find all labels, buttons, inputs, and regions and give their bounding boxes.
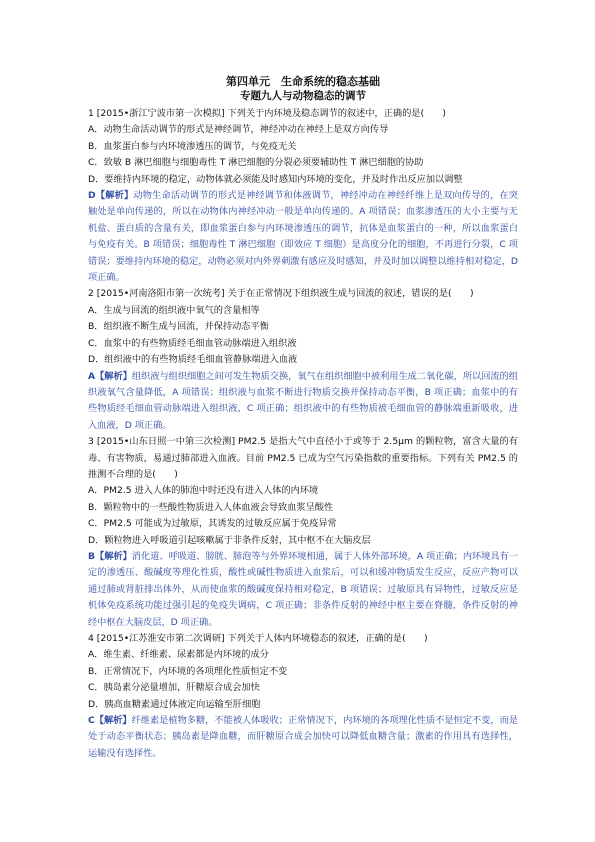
option-d: D．颗粒物进入呼吸道引起咳嗽属于非条件反射，其中枢不在大脑皮层 [88, 534, 371, 546]
option-c: C．PM2.5 可能成为过敏原，其诱发的过敏反应属于免疫异常 [88, 518, 337, 530]
option-b: B．组织液不断生成与回流，并保持动态平衡 [88, 321, 269, 333]
answer-explanation [88, 713, 518, 762]
option-d: D．组织液中的有些物质经毛细血管静脉端进入血液 [88, 354, 298, 366]
option-d: D．胰高血糖素通过体液定向运输至肝细胞 [88, 698, 261, 710]
answer-tag: B【解析】 [88, 550, 132, 562]
question-1 [88, 106, 518, 286]
answer-text: 动物生命活动调节的形式是神经调节和体液调节，神经冲动在神经纤维上是双向传导的，在突触处是单向传递的，所以在动物体内神经冲动一般是单向传递的。A 项错误；血浆渗透压的大小主要与无机盐、蛋白质的含量有关，即血浆蛋白参与内环境渗透压的调节，抗体是血浆蛋白的一种，所以血浆蛋白与免疫有关。B 项错误；细胞毒性 T 淋巴细胞（即效应 T 细胞）是高度分化的细胞，不再进行分裂，C 项错误；要维持内环境的稳定，动物必须对内外界刺激有感应及时感知，并及时加以调整以维持相对稳定，D 项正确。 [88, 190, 518, 284]
question-stem: 2 [2015•河南洛阳市第一次统考] 关于在正常情况下组织液生成与回流的叙述，错误的是( ) [88, 288, 474, 300]
option-c: C．血浆中的有些物质经毛细血管动脉端进入组织液 [88, 337, 297, 349]
option-b: B．血浆蛋白参与内环境渗透压的调节，与免疫无关 [88, 140, 297, 152]
question-stem: 4 [2015•江苏淮安市第二次调研] 下列关于人体内环境稳态的叙述，正确的是( ) [88, 633, 428, 644]
topic-title: 专题九人与动物稳态的调节 [240, 90, 366, 102]
question-4 [88, 631, 518, 762]
answer-tag: A【解析】 [88, 370, 132, 382]
question-3 [88, 434, 518, 631]
answer-explanation [88, 369, 518, 435]
answer-explanation [88, 549, 518, 631]
question-stem: 3 [2015•山东日照一中第三次检测] PM2.5 是指大气中直径小于或等于 2.5μm 的颗粒物，富含大量的有毒、有害物质，易通过肺部进入血液。目前 PM2.5 已成为空气污染指数的重要指标。下列有关 PM2.5 的推测不合理的是( ) [88, 436, 518, 480]
question-2 [88, 286, 518, 434]
document-page [88, 74, 518, 762]
option-d: D．要维持内环境的稳定，动物体就必须能及时感知内环境的变化，并及时作出反应加以调整 [88, 173, 463, 185]
option-a: A．PM2.5 进入人体的肺泡中时还没有进入人体的内环境 [88, 485, 319, 497]
option-a: A．维生素、纤维素、尿素都是内环境的成分 [88, 649, 269, 661]
answer-explanation [88, 188, 518, 286]
option-c: C．致敏 B 淋巴细胞与细胞毒性 T 淋巴细胞的分裂必须要辅助性 T 淋巴细胞的协助 [88, 157, 424, 169]
answer-text: 纤维素是植物多糖，不能被人体吸收；正常情况下，内环境的各项理化性质不是恒定不变，而是处于动态平衡状态；胰岛素是降血糖，而肝糖原合成会加快可以降低血糖含量；激素的作用具有选择性，运输没有选择性。 [88, 715, 518, 759]
option-b: B．正常情况下，内环境的各项理化性质恒定不变 [88, 665, 288, 677]
unit-title: 第四单元 生命系统的稳态基础 [226, 75, 380, 88]
answer-text: 消化道、呼吸道、膀胱、肺泡等与外界环境相通，属于人体外部环境，A 项正确；内环境具有一定的渗透压、酸碱度等理化性质，酸性或碱性物质进入血浆后，可以和缓冲物质发生反应，反应产物可以通过肺或肾脏排出体外，从而使血浆的酸碱度保持相对稳定，B 项错误；过敏原具有异物性，过敏反应是机体免疫系统功能过强引起的免疫失调病，C 项正确；非条件反射的神经中枢主要在脊髓，条件反射的神经中枢在大脑皮层，D 项正确。 [88, 550, 518, 628]
option-c: C．胰岛素分泌量增加，肝糖原合成会加快 [88, 682, 260, 694]
option-a: A．动物生命活动调节的形式是神经调节，神经冲动在神经上是双方向传导 [88, 124, 389, 136]
option-b: B．颗粒物中的一些酸性物质进入人体血液会导致血浆呈酸性 [88, 501, 334, 513]
question-stem: 1 [2015•浙江宁波市第一次模拟] 下列关于内环境及稳态调节的叙述中，正确的是( ) [88, 108, 447, 119]
answer-tag: D【解析】 [88, 190, 134, 202]
answer-tag: C【解析】 [88, 715, 132, 727]
answer-text: 组织液与组织细胞之间可发生物质交换，氧气在组织细胞中被利用生成二氧化碳，所以回流的组织液氧气含量降低，A 项错误；组织液与血浆不断进行物质交换并保持动态平衡，B 项正确；血浆中的有些物质经毛细血管动脉端进入组织液，C 项正确；组织液中的有些物质被毛细血管的静脉端重新吸收，进入血液，D 项正确。 [88, 370, 518, 431]
option-a: A．生成与回流的组织液中氧气的含量相等 [88, 304, 260, 316]
